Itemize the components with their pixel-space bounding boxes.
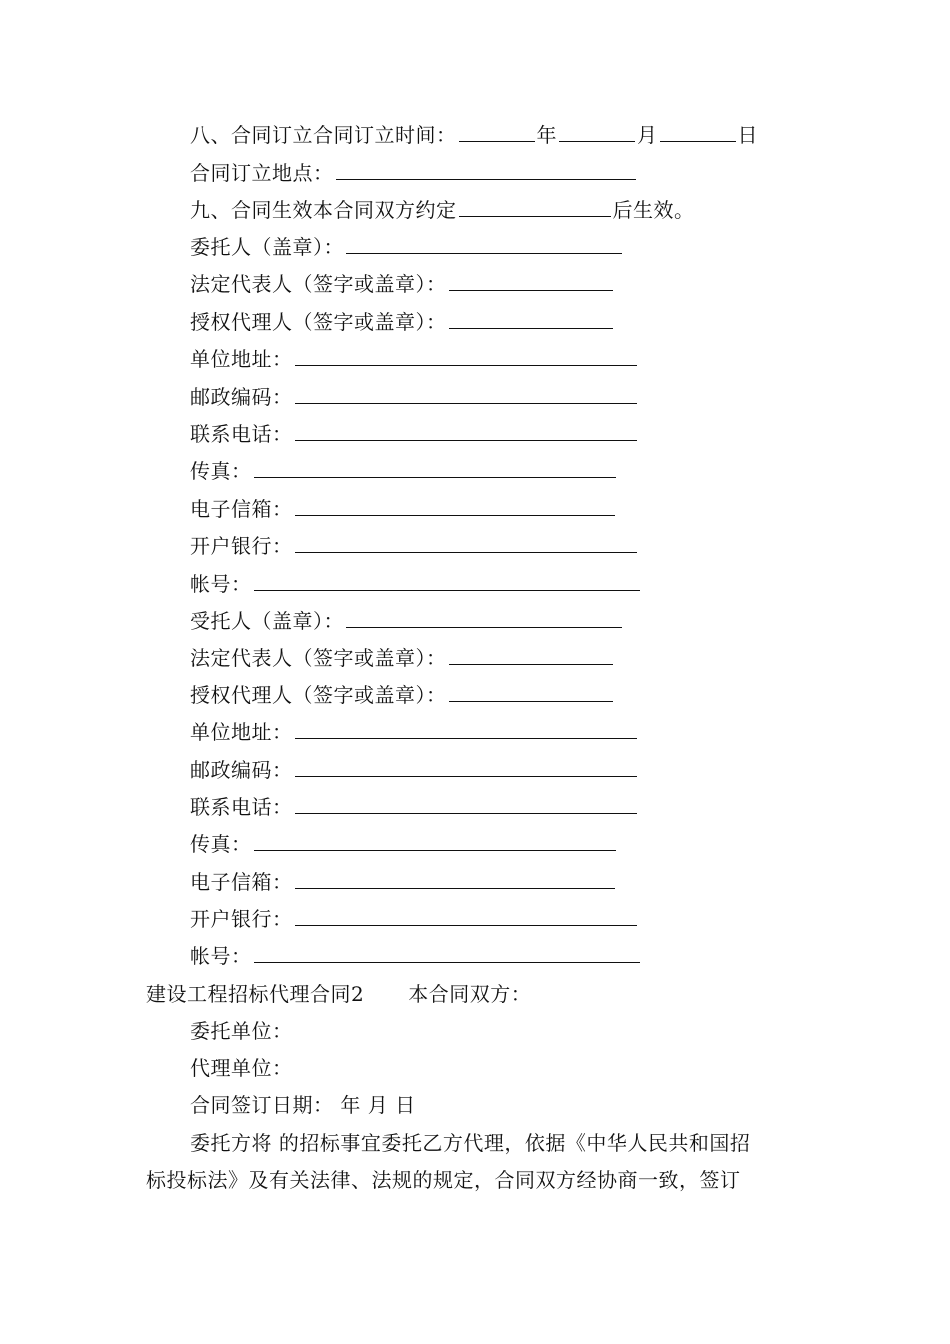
contract2-title-line	[146, 980, 531, 1008]
principal-seal-label: 委托人（盖章）：	[190, 235, 344, 259]
principal-seal-blank	[346, 233, 622, 254]
month-label: 月	[637, 123, 658, 147]
agent-legal-rep-blank	[449, 644, 613, 665]
sign-date-label: 合同签订日期： 年 月 日	[190, 1093, 416, 1117]
contract2-title: 建设工程招标代理合同2	[146, 982, 365, 1006]
paragraph-line-1	[190, 1129, 750, 1157]
principal-postcode-blank	[295, 383, 637, 404]
principal-address-label: 单位地址：	[190, 347, 293, 371]
agent-agent-rep-blank	[449, 681, 613, 702]
principal-phone-line	[190, 420, 639, 448]
year-blank	[459, 121, 535, 142]
agent-bank-blank	[295, 905, 637, 926]
agent-unit-label: 代理单位：	[190, 1056, 293, 1080]
agent-email-line	[190, 868, 617, 896]
agent-seal-blank	[346, 607, 622, 628]
paragraph-text-1: 委托方将 的招标事宜委托乙方代理，依据《中华人民共和国招	[190, 1131, 751, 1155]
agent-bank-line	[190, 905, 639, 933]
month-blank	[559, 121, 635, 142]
paragraph-line-2	[146, 1166, 741, 1194]
agent-fax-blank	[254, 830, 616, 851]
principal-unit-line	[190, 1017, 293, 1045]
agent-agent-rep-line	[190, 681, 615, 709]
day-blank	[660, 121, 736, 142]
principal-email-line	[190, 495, 617, 523]
principal-email-label: 电子信箱：	[190, 497, 293, 521]
principal-agent-rep-line	[190, 308, 615, 336]
contract-effect-blank	[459, 196, 611, 217]
principal-address-blank	[295, 345, 637, 366]
contract2-parties-intro: 本合同双方：	[408, 982, 532, 1006]
principal-seal-line	[190, 233, 624, 261]
day-label: 日	[737, 123, 758, 147]
principal-legal-rep-line	[190, 270, 615, 298]
agent-unit-line	[190, 1054, 293, 1082]
agent-legal-rep-label: 法定代表人（签字或盖章）：	[190, 646, 447, 670]
principal-address-line	[190, 345, 639, 373]
principal-agent-rep-blank	[449, 308, 613, 329]
contract-effect-label: 九、合同生效本合同双方约定	[190, 198, 457, 222]
principal-unit-label: 委托单位：	[190, 1019, 293, 1043]
principal-account-line	[190, 570, 642, 598]
principal-email-blank	[295, 495, 615, 516]
agent-bank-label: 开户银行：	[190, 907, 293, 931]
principal-phone-label: 联系电话：	[190, 422, 293, 446]
agent-address-label: 单位地址：	[190, 720, 293, 744]
principal-agent-rep-label: 授权代理人（签字或盖章）：	[190, 310, 447, 334]
agent-seal-label: 受托人（盖章）：	[190, 609, 344, 633]
agent-postcode-blank	[295, 756, 637, 777]
principal-legal-rep-label: 法定代表人（签字或盖章）：	[190, 272, 447, 296]
agent-account-line	[190, 942, 642, 970]
agent-agent-rep-label: 授权代理人（签字或盖章）：	[190, 683, 447, 707]
contract-date-line	[190, 121, 758, 149]
agent-phone-label: 联系电话：	[190, 795, 293, 819]
sign-date-line	[190, 1091, 416, 1119]
agent-postcode-label: 邮政编码：	[190, 758, 293, 782]
agent-postcode-line	[190, 756, 639, 784]
principal-account-blank	[254, 570, 640, 591]
agent-account-blank	[254, 942, 640, 963]
agent-address-blank	[295, 718, 637, 739]
principal-bank-line	[190, 532, 639, 560]
principal-fax-blank	[254, 457, 616, 478]
paragraph-text-2: 标投标法》及有关法律、法规的规定，合同双方经协商一致，签订	[146, 1168, 741, 1192]
contract-effect-line	[190, 196, 695, 224]
principal-postcode-label: 邮政编码：	[190, 385, 293, 409]
agent-address-line	[190, 718, 639, 746]
agent-email-label: 电子信箱：	[190, 870, 293, 894]
principal-fax-label: 传真：	[190, 459, 252, 483]
principal-fax-line	[190, 457, 618, 485]
agent-account-label: 帐号：	[190, 944, 252, 968]
principal-bank-blank	[295, 532, 637, 553]
contract-place-line	[190, 159, 638, 187]
agent-phone-blank	[295, 793, 637, 814]
principal-account-label: 帐号：	[190, 572, 252, 596]
principal-legal-rep-blank	[449, 270, 613, 291]
principal-postcode-line	[190, 383, 639, 411]
contract-place-blank	[336, 159, 636, 180]
contract-effect-suffix: 后生效。	[612, 198, 695, 222]
agent-legal-rep-line	[190, 644, 615, 672]
contract-date-label: 八、合同订立合同订立时间：	[190, 123, 457, 147]
agent-seal-line	[190, 607, 624, 635]
principal-phone-blank	[295, 420, 637, 441]
principal-bank-label: 开户银行：	[190, 534, 293, 558]
year-label: 年	[536, 123, 557, 147]
agent-email-blank	[295, 868, 615, 889]
agent-fax-label: 传真：	[190, 832, 252, 856]
contract-place-label: 合同订立地点：	[190, 161, 334, 185]
agent-fax-line	[190, 830, 618, 858]
agent-phone-line	[190, 793, 639, 821]
